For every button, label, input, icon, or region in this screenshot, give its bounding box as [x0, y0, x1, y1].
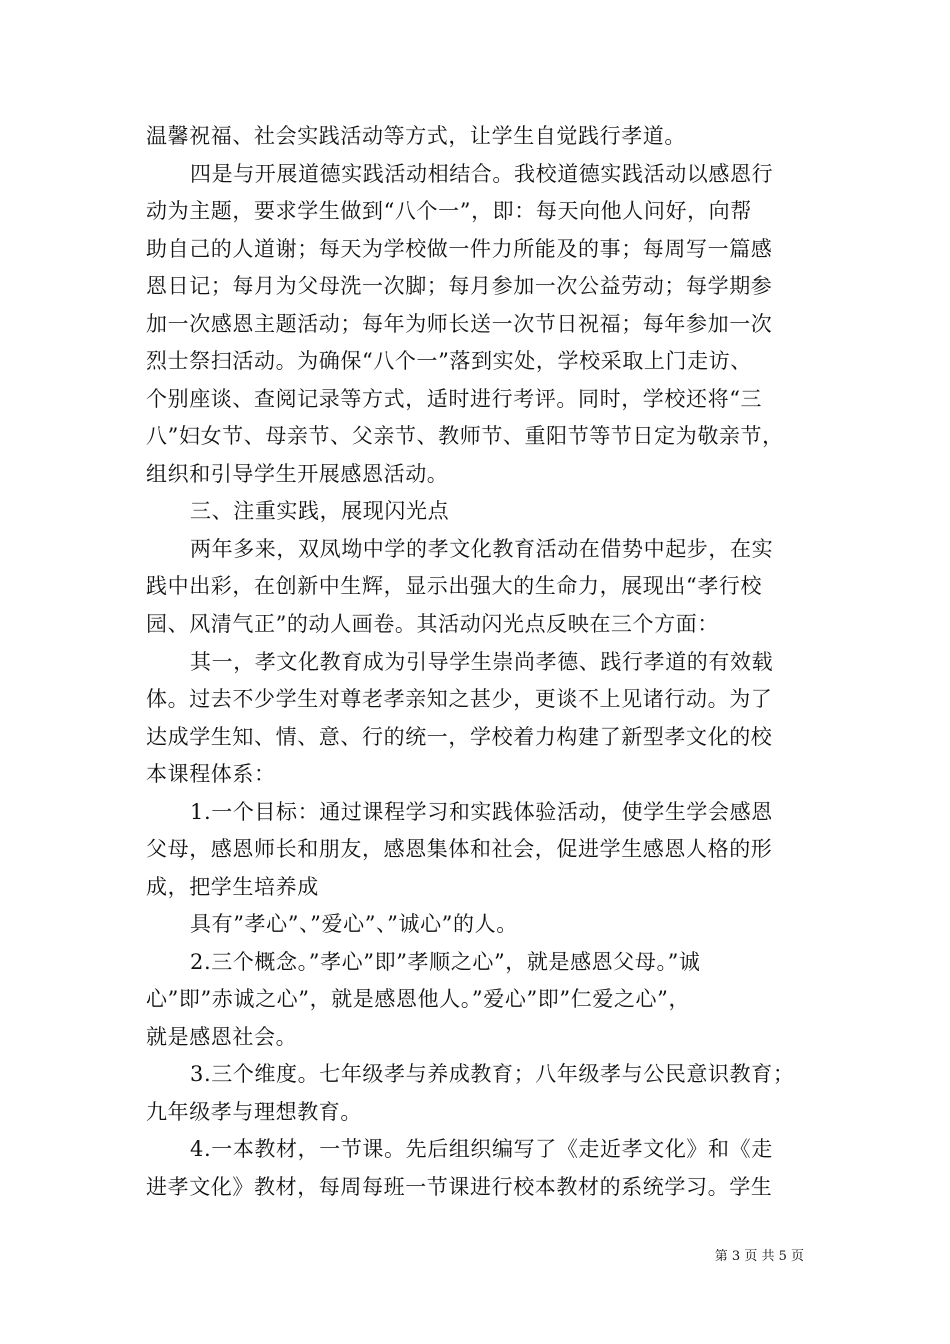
paragraph-line: 助自己的人道谢；每天为学校做一件力所能及的事；每周写一篇感 — [146, 237, 773, 261]
paragraph-line: 2.三个概念。”孝心”即”孝顺之心”，就是感恩父母。”诚 — [190, 950, 701, 974]
paragraph-line: 恩日记；每月为父母洗一次脚；每月参加一次公益劳动；每学期参 — [146, 274, 773, 298]
paragraph-line: 园、风清气正”的动人画卷。其活动闪光点反映在三个方面： — [146, 612, 719, 636]
paragraph-line: 个别座谈、查阅记录等方式，适时进行考评。同时，学校还将“三 — [146, 387, 763, 411]
paragraph-line: 烈士祭扫活动。为确保“八个一”落到实处，学校采取上门走访、 — [146, 349, 752, 373]
section-heading: 三、注重实践，展现闪光点 — [190, 499, 450, 523]
paragraph-line: 进孝文化》教材，每周每班一节课进行校本教材的系统学习。学生 — [146, 1175, 773, 1199]
paragraph-line: 组织和引导学生开展感恩活动。 — [146, 462, 449, 486]
paragraph-line: 两年多来，双凤坳中学的孝文化教育活动在借势中起步，在实 — [190, 537, 774, 561]
page-number-footer: 第 3 页 共 5 页 — [714, 1249, 804, 1264]
paragraph-line: 4.一本教材，一节课。先后组织编写了《走近孝文化》和《走 — [190, 1137, 773, 1161]
paragraph-line: 践中出彩，在创新中生辉，显示出强大的生命力，展现出“孝行校 — [146, 574, 763, 598]
paragraph-line: 达成学生知、情、意、行的统一，学校着力构建了新型孝文化的校 — [146, 725, 773, 749]
paragraph-line: 就是感恩社会。 — [146, 1025, 298, 1049]
paragraph-line: 具有”孝心”、”爱心”、”诚心”的人。 — [190, 912, 518, 936]
paragraph-line: 九年级孝与理想教育。 — [146, 1100, 362, 1124]
paragraph-line: 3.三个维度。七年级孝与养成教育；八年级孝与公民意识教育； — [190, 1062, 795, 1086]
paragraph-line: 体。过去不少学生对尊老孝亲知之甚少，更谈不上见诸行动。为了 — [146, 687, 773, 711]
paragraph-line: 父母，感恩师长和朋友，感恩集体和社会，促进学生感恩人格的形 — [146, 837, 773, 861]
paragraph-line: 1.一个目标：通过课程学习和实践体验活动，使学生学会感恩 — [190, 800, 773, 824]
paragraph-line: 心”即”赤诚之心”，就是感恩他人。”爱心”即”仁爱之心”， — [146, 987, 691, 1011]
paragraph-line: 本课程体系： — [146, 762, 276, 786]
paragraph-line: 温馨祝福、社会实践活动等方式，让学生自觉践行孝道。 — [146, 124, 686, 148]
paragraph-line: 其一，孝文化教育成为引导学生崇尚孝德、践行孝道的有效载 — [190, 650, 774, 674]
paragraph-line: 八”妇女节、母亲节、父亲节、教师节、重阳节等节日定为敬亲节， — [146, 424, 784, 448]
paragraph-line: 四是与开展道德实践活动相结合。我校道德实践活动以感恩行 — [190, 162, 774, 186]
paragraph-line: 成，把学生培养成 — [146, 875, 319, 899]
paragraph-line: 加一次感恩主题活动；每年为师长送一次节日祝福；每年参加一次 — [146, 312, 773, 336]
paragraph-line: 动为主题，要求学生做到“八个一”，即：每天向他人问好，向帮 — [146, 199, 752, 223]
